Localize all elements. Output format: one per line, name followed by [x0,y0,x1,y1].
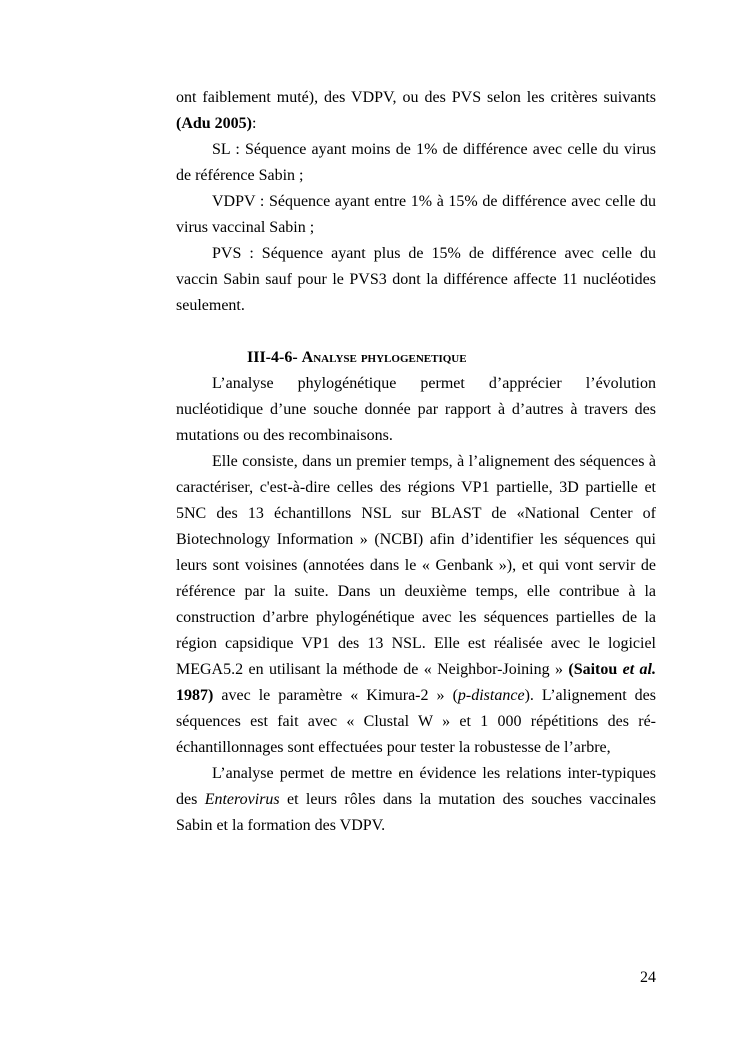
citation-saitou-year: 1987) [176,687,214,704]
citation-saitou-open: (Saitou [568,661,623,678]
text-run: VDPV : Séquence ayant entre 1% à 15% de différence avec celle du virus vaccinal Sabin ; [176,193,656,236]
text-run: L’analyse phylogénétique permet d’apprécier l’évolution nucléotidique d’une souche donnée par rapport à d’autres à travers des mutations ou des recombinaisons. [176,375,656,444]
text-run: SL : Séquence ayant moins de 1% de différence avec celle du virus de référence Sabin ; [176,141,656,184]
term-p-distance: p-distance [457,687,525,704]
text-run: Elle consiste, dans un premier temps, à l’alignement des séquences à caractériser, c'est-à-dire celles des régions VP1 partielle, 3D partielle et 5NC des 13 échantillons NSL sur BLAST de «National Center of Biotechnology Information » (NCBI) afin d’identifier les séquences qui leurs sont voisines (annotées dans le « Genbank »), et qui vont servir de référence par la suite. Dans un deuxième temps, elle contribue à la construction d’arbre phylogénétique avec les séquences partielles de la région capsidique VP1 des 13 NSL. Elle est réalisée avec le logiciel MEGA5.2 en utilisant la méthode de « Neighbor-Joining » [176,453,656,678]
paragraph-phylo-conclusion [176,761,656,839]
citation-saitou-etal: et al. [622,661,656,678]
paragraph-pvs-definition [176,241,656,319]
text-run: avec le paramètre « Kimura-2 » ( [213,687,458,704]
text-run: : [252,115,257,132]
paragraph-sl-definition [176,137,656,189]
text-run: PVS : Séquence ayant plus de 15% de différence avec celle du vaccin Sabin sauf pour le PVS3 dont la différence affecte 11 nucléotides seulement. [176,245,656,314]
paragraph-phylo-method [176,449,656,761]
page-number: 24 [640,969,656,986]
paragraph-intro [176,85,656,137]
paragraph-vdpv-definition [176,189,656,241]
section-number: III-4-6- [247,349,302,366]
text-run: ). L’alignement des séquences est fait avec « Clustal W » et 1 000 répétitions des ré-échantillonnages sont effectuées pour tester la robustesse de l’arbre, [176,687,657,756]
text-run: L’analyse permet de mettre en évidence les relations inter-typiques des [176,765,656,808]
paragraph-phylo-purpose [176,371,656,449]
term-enterovirus: Enterovirus [204,791,280,808]
page-body [176,85,656,839]
citation-adu-2005: (Adu 2005) [176,115,253,132]
text-run: et leurs rôles dans la mutation des souches vaccinales Sabin et la formation des VDPV. [176,791,656,834]
section-title: Analyse phylogenetique [301,349,467,366]
section-heading [176,345,656,371]
text-run: ont faiblement muté), des VDPV, ou des PVS selon les critères suivants [176,89,656,106]
